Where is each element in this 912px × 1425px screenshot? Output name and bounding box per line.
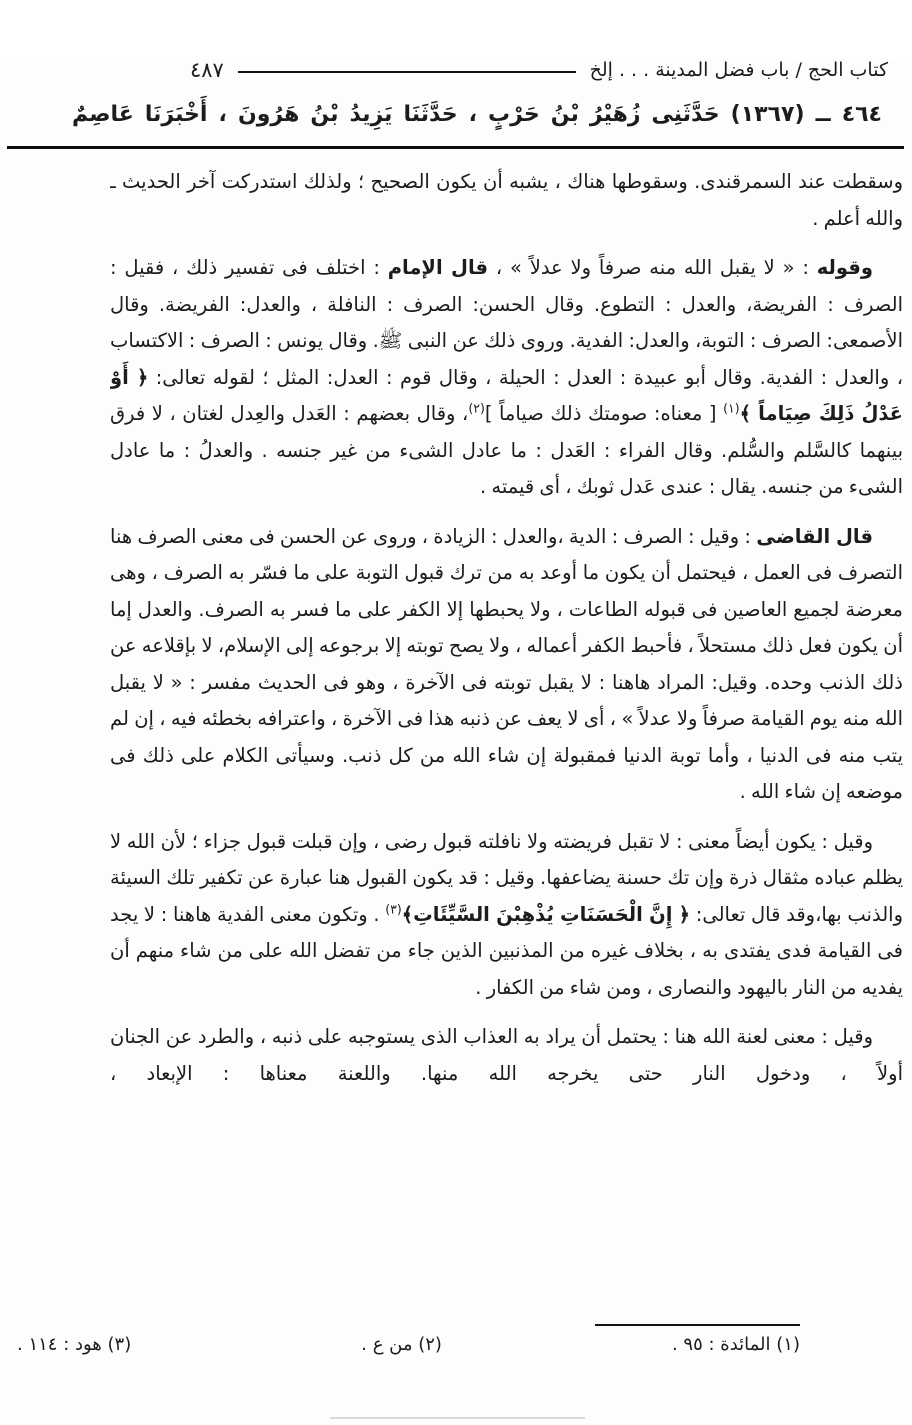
footnote-marker-2: (٢)	[468, 400, 485, 416]
paragraph-text: وسقطت عند السمرقندى. وسقوطها هناك ، يشبه أن يكون الصحيح ؛ ولذلك استدركت آخر الحديث ـ والله أعلم .	[110, 170, 903, 230]
book-page	[0, 58, 912, 1425]
chapter-title: كتاب الحج / باب فضل المدينة . . . إلخ	[589, 59, 888, 81]
scan-edge-artifact	[330, 1417, 585, 1419]
footnote-separator-rule	[595, 1324, 800, 1326]
paragraph-text: : « لا يقبل الله منه صرفاً ولا عدلاً » ،	[488, 256, 817, 280]
footnote-marker-1: (١)	[723, 400, 740, 416]
paragraph-1	[110, 164, 903, 237]
footnote-marker-3: (٣)	[385, 901, 402, 917]
paragraph-text: وقيل : معنى لعنة الله هنا : يحتمل أن يراد به العذاب الذى يستوجبه على ذنبه ، والطرد عن الجنان أولاً ، ودخول النار حتى يخرجه الله منها. واللعنة معناها : الإبعاد ،	[110, 1025, 903, 1085]
paragraph-text: : اختلف فى تفسير ذلك ، فقيل : الصرف : الفريضة، والعدل : التطوع. وقال الحسن: الصرف : النافلة ، والعدل: الفريضة. وقال الأصمعى: الصرف : التوبة، والعدل: الفدية. وروى ذلك عن النبى ﷺ. وقال يونس : الصرف : الاكتساب ، والعدل : الفدية. وقال أبو عبيدة : العدل : الحيلة ، وقال قوم : العدل: المثل ؛ لقوله تعالى:	[110, 256, 903, 389]
header-rule	[238, 71, 576, 73]
page-number: ٤٨٧	[190, 58, 224, 82]
running-head	[190, 58, 888, 82]
section-divider-rule	[7, 146, 904, 149]
paragraph-4	[110, 824, 903, 1007]
paragraph-text: [ معناه: صومتك ذلك صياماً ]	[484, 402, 724, 426]
paragraph-2	[110, 250, 903, 506]
footnote-row	[17, 1334, 800, 1355]
paragraph-text: وقيل : يكون أيضاً معنى : لا تقبل فريضته ولا نافلته قبول رضى ، وإن قبلت قبول جزاء ؛ لأن الله لا يظلم عباده مثقال ذرة وإن تك حسنة يضاعفها. وقيل : قد يكون القبول هنا عبارة عن تكفير تلك السيئة والذنب بها،وقد قال تعالى:	[110, 829, 903, 926]
footnotes-block	[17, 1324, 800, 1355]
speaker-name: قال الإمام	[387, 256, 489, 280]
paragraph-text: ، وقال بعضهم : العَدل والعِدل لغتان ، لا فرق بينهما كالسَّلم والسُّلم. وقال الفراء : العَدل : ما عادل الشىء من غير جنسه . والعدلُ : ما عادل الشىء من جنسه. يقال : عندى عَدل ثوبك ، أى قيمته .	[110, 402, 903, 499]
quran-quote: ﴿ إِنَّ الْحَسَنَاتِ يُذْهِبْنَ السَّيِّئَاتِ﴾	[401, 902, 691, 926]
footnote-3: (٣) هود : ١١٤ .	[17, 1334, 132, 1355]
footnote-2: (٢) من ع .	[361, 1334, 442, 1355]
lead-word: قال القاضى	[756, 524, 873, 548]
paragraph-text: : وقيل : الصرف : الدية ،والعدل : الزيادة ، وروى عن الحسن فى معنى الصرف هنا التصرف فى العمل ، فيحتمل أن يكون ما أوعد به من ترك قبول التوبة على ما فسّر به الصرف ، وهى معرضة لجميع العاصين فى قبوله الطاعات ، ولا يحبطها إلا الكفر على ما فسر به الصرف. والعدل إما أن يكون فعل ذلك مستحلاً ، فأحبط الكفر أعماله ، ولا يصح توبته إلا برجوعه إلى الإسلام، لا بإقلاعه عن ذلك الذنب وحده. وقيل: المراد هاهنا : لا يقبل توبته فى الآخرة ، وهو فى الحديث مفسر : « لا يقبل الله منه يوم القيامة صرفاً ولا عدلاً » ، أى لا يعف عن ذنبه هذا فى الآخرة ، واعترافه بخطئه فيه ، إن لم يتب منه فى الدنيا ، وأما توبة الدنيا فمقبولة إن شاء الله من كل ذنب. وسيأتى الكلام على ذلك فى موضعه إن شاء الله .	[110, 524, 903, 804]
lead-word: وقوله	[816, 256, 873, 280]
hadith-headline: ٤٦٤ ــ (١٣٦٧) حَدَّثَنِى زُهَيْرُ بْنُ حَرْبٍ ، حَدَّثَنَا يَزِيدُ بْنُ هَرُونَ ، أَخْبَرَنَا عَاصِمٌ	[72, 102, 882, 127]
commentary-body	[110, 164, 903, 1105]
paragraph-3	[110, 519, 903, 811]
footnote-1: (١) المائدة : ٩٥ .	[671, 1334, 800, 1355]
paragraph-5	[110, 1019, 903, 1092]
paragraph-text: . وتكون معنى الفدية هاهنا : لا يجد فى القيامة فدى يفتدى به ، بخلاف غيره من المذنبين الذين جاء من تفضل الله على من شاء منهم أن يفديه من النار باليهود والنصارى ، ومن شاء من الكفار .	[110, 902, 903, 999]
quran-quote: ﴿ أَوْ عَدْلُ ذَلِكَ صِيَاماً ﴾	[110, 365, 903, 426]
